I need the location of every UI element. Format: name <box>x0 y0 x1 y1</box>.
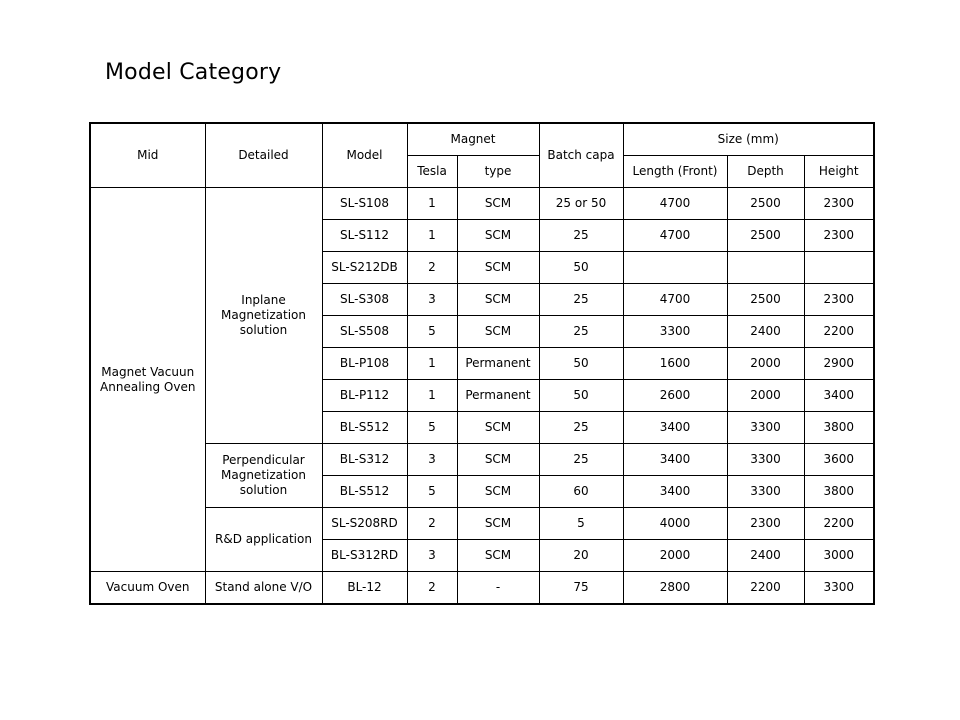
height-cell: 3800 <box>804 412 874 444</box>
length-cell: 3400 <box>623 476 727 508</box>
model-cell: BL-S512 <box>322 476 407 508</box>
batch-cell: 20 <box>539 540 623 572</box>
model-cell: BL-S312RD <box>322 540 407 572</box>
length-cell: 4000 <box>623 508 727 540</box>
length-cell: 4700 <box>623 188 727 220</box>
type-cell: SCM <box>457 252 539 284</box>
model-category-table <box>89 122 875 605</box>
length-cell: 4700 <box>623 220 727 252</box>
header-depth: Depth <box>727 156 804 188</box>
height-cell: 2300 <box>804 188 874 220</box>
model-cell: BL-S512 <box>322 412 407 444</box>
length-cell: 2000 <box>623 540 727 572</box>
tesla-cell: 1 <box>407 348 457 380</box>
tesla-cell: 3 <box>407 444 457 476</box>
batch-cell: 25 <box>539 284 623 316</box>
type-cell: Permanent <box>457 348 539 380</box>
model-cell: SL-S212DB <box>322 252 407 284</box>
length-cell: 2800 <box>623 572 727 605</box>
batch-cell: 50 <box>539 380 623 412</box>
header-magnet: Magnet <box>407 123 539 156</box>
batch-cell: 25 <box>539 412 623 444</box>
type-cell: SCM <box>457 220 539 252</box>
batch-cell: 5 <box>539 508 623 540</box>
length-cell: 4700 <box>623 284 727 316</box>
tesla-cell: 5 <box>407 412 457 444</box>
header-length: Length (Front) <box>623 156 727 188</box>
tesla-cell: 5 <box>407 316 457 348</box>
height-cell: 2300 <box>804 220 874 252</box>
header-mid: Mid <box>90 123 205 188</box>
height-cell: 3800 <box>804 476 874 508</box>
header-detailed: Detailed <box>205 123 322 188</box>
depth-cell: 2500 <box>727 284 804 316</box>
page-title: Model Category <box>105 60 282 85</box>
model-cell: SL-S108 <box>322 188 407 220</box>
height-cell: 3400 <box>804 380 874 412</box>
depth-cell: 3300 <box>727 412 804 444</box>
model-cell: BL-P112 <box>322 380 407 412</box>
type-cell: SCM <box>457 540 539 572</box>
height-cell: 2200 <box>804 508 874 540</box>
model-cell: BL-P108 <box>322 348 407 380</box>
mid-cell: Magnet Vacuun Annealing Oven <box>90 188 205 572</box>
depth-cell: 3300 <box>727 476 804 508</box>
tesla-cell: 1 <box>407 188 457 220</box>
batch-cell: 25 or 50 <box>539 188 623 220</box>
type-cell: SCM <box>457 284 539 316</box>
model-cell: BL-12 <box>322 572 407 605</box>
length-cell: 3300 <box>623 316 727 348</box>
depth-cell <box>727 252 804 284</box>
header-type: type <box>457 156 539 188</box>
header-batch: Batch capa <box>539 123 623 188</box>
tesla-cell: 2 <box>407 508 457 540</box>
type-cell: SCM <box>457 412 539 444</box>
model-cell: SL-S112 <box>322 220 407 252</box>
depth-cell: 2000 <box>727 348 804 380</box>
detailed-cell: R&D application <box>205 508 322 572</box>
depth-cell: 2500 <box>727 188 804 220</box>
tesla-cell: 2 <box>407 252 457 284</box>
type-cell: SCM <box>457 476 539 508</box>
batch-cell: 50 <box>539 252 623 284</box>
model-cell: SL-S308 <box>322 284 407 316</box>
mid-cell: Vacuum Oven <box>90 572 205 605</box>
height-cell: 3600 <box>804 444 874 476</box>
batch-cell: 25 <box>539 220 623 252</box>
batch-cell: 75 <box>539 572 623 605</box>
type-cell: Permanent <box>457 380 539 412</box>
depth-cell: 2000 <box>727 380 804 412</box>
header-row <box>90 123 874 156</box>
header-model: Model <box>322 123 407 188</box>
tesla-cell: 3 <box>407 284 457 316</box>
header-tesla: Tesla <box>407 156 457 188</box>
type-cell: SCM <box>457 316 539 348</box>
table-row <box>90 572 874 605</box>
height-cell: 2200 <box>804 316 874 348</box>
type-cell: SCM <box>457 188 539 220</box>
detailed-cell: Inplane Magnetization solution <box>205 188 322 444</box>
tesla-cell: 1 <box>407 220 457 252</box>
model-cell: BL-S312 <box>322 444 407 476</box>
tesla-cell: 5 <box>407 476 457 508</box>
model-cell: SL-S508 <box>322 316 407 348</box>
length-cell: 1600 <box>623 348 727 380</box>
depth-cell: 2500 <box>727 220 804 252</box>
batch-cell: 25 <box>539 316 623 348</box>
type-cell: - <box>457 572 539 605</box>
depth-cell: 2200 <box>727 572 804 605</box>
detailed-cell: Stand alone V/O <box>205 572 322 605</box>
detailed-cell: Perpendicular Magnetization solution <box>205 444 322 508</box>
batch-cell: 60 <box>539 476 623 508</box>
height-cell: 3300 <box>804 572 874 605</box>
tesla-cell: 1 <box>407 380 457 412</box>
height-cell: 3000 <box>804 540 874 572</box>
height-cell <box>804 252 874 284</box>
batch-cell: 50 <box>539 348 623 380</box>
depth-cell: 2300 <box>727 508 804 540</box>
depth-cell: 3300 <box>727 444 804 476</box>
length-cell: 3400 <box>623 412 727 444</box>
table-row <box>90 508 874 540</box>
type-cell: SCM <box>457 444 539 476</box>
type-cell: SCM <box>457 508 539 540</box>
header-height: Height <box>804 156 874 188</box>
length-cell: 2600 <box>623 380 727 412</box>
length-cell: 3400 <box>623 444 727 476</box>
table-row <box>90 444 874 476</box>
height-cell: 2300 <box>804 284 874 316</box>
depth-cell: 2400 <box>727 316 804 348</box>
model-cell: SL-S208RD <box>322 508 407 540</box>
height-cell: 2900 <box>804 348 874 380</box>
length-cell <box>623 252 727 284</box>
batch-cell: 25 <box>539 444 623 476</box>
table-row <box>90 188 874 220</box>
tesla-cell: 2 <box>407 572 457 605</box>
header-size: Size (mm) <box>623 123 874 156</box>
tesla-cell: 3 <box>407 540 457 572</box>
depth-cell: 2400 <box>727 540 804 572</box>
